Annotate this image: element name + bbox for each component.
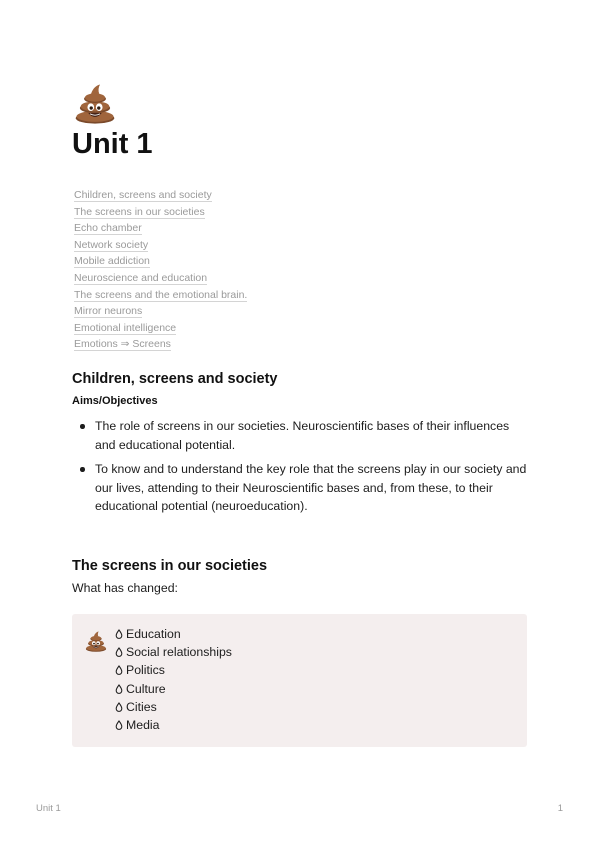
toc-item (74, 321, 247, 338)
toc-link-emotions-screens[interactable]: Emotions ⇒ Screens (74, 338, 171, 351)
callout-icon[interactable] (85, 630, 107, 657)
list-item-label: Media (126, 717, 160, 732)
toc-item (74, 254, 247, 271)
droplet-icon (115, 720, 123, 730)
list-item (115, 662, 232, 680)
page-title: Unit 1 (72, 128, 153, 160)
callout-block (72, 614, 527, 747)
toc-item (74, 337, 247, 354)
droplet-icon (115, 684, 123, 694)
toc-link-echo-chamber[interactable]: Echo chamber (74, 222, 142, 235)
footer-page-title: Unit 1 (36, 803, 61, 814)
toc-link-screens-in-societies[interactable]: The screens in our societies (74, 205, 205, 218)
aims-list (72, 417, 532, 522)
toc-link-mirror-neurons[interactable]: Mirror neurons (74, 305, 143, 318)
list-item (115, 717, 232, 735)
toc-link-emotional-intelligence[interactable]: Emotional intelligence (74, 321, 177, 334)
list-item (115, 699, 232, 717)
list-item-label: Social relationships (126, 645, 232, 660)
table-of-contents (74, 188, 247, 354)
droplet-icon (115, 665, 123, 675)
section-heading-screens-in-societies: The screens in our societies (72, 558, 268, 574)
toc-item (74, 238, 247, 255)
droplet-icon (115, 629, 123, 639)
page-icon-emoji[interactable] (74, 82, 116, 129)
droplet-icon (115, 647, 123, 657)
pile-of-poo-icon (85, 630, 107, 652)
list-item-label: Culture (126, 681, 166, 696)
section-intro-text: What has changed: (72, 581, 178, 595)
toc-link-emotional-brain[interactable]: The screens and the emotional brain. (74, 288, 248, 301)
toc-item (74, 304, 247, 321)
changes-list (115, 626, 232, 735)
section-subheading-aims: Aims/Objectives (72, 395, 158, 407)
toc-item (74, 188, 247, 205)
toc-link-children-screens-society[interactable]: Children, screens and society (74, 189, 212, 201)
list-item (115, 681, 232, 699)
toc-link-neuroscience-education[interactable]: Neuroscience and education (74, 271, 208, 284)
droplet-icon (115, 702, 123, 712)
list-item-label: Cities (126, 699, 157, 714)
toc-item (74, 221, 247, 238)
section-heading-children-screens-society: Children, screens and society (72, 371, 278, 387)
list-item (115, 644, 232, 662)
toc-item (74, 288, 247, 305)
aims-bullet: The role of screens in our societies. Neuroscientific bases of their influences and educational potential. (72, 417, 532, 454)
toc-item (74, 205, 247, 222)
pile-of-poo-icon (74, 82, 116, 124)
list-item-label: Education (126, 627, 181, 641)
toc-link-network-society[interactable]: Network society (74, 238, 149, 251)
list-item-label: Politics (126, 663, 165, 678)
list-item (115, 626, 232, 644)
toc-item (74, 271, 247, 288)
toc-link-mobile-addiction[interactable]: Mobile addiction (74, 255, 150, 268)
footer-page-number: 1 (557, 803, 563, 814)
aims-bullet: To know and to understand the key role that the screens play in our society and our lives, attending to their Neuroscientific bases and, from these, to their educational potential (neuroeducation). (72, 460, 532, 516)
